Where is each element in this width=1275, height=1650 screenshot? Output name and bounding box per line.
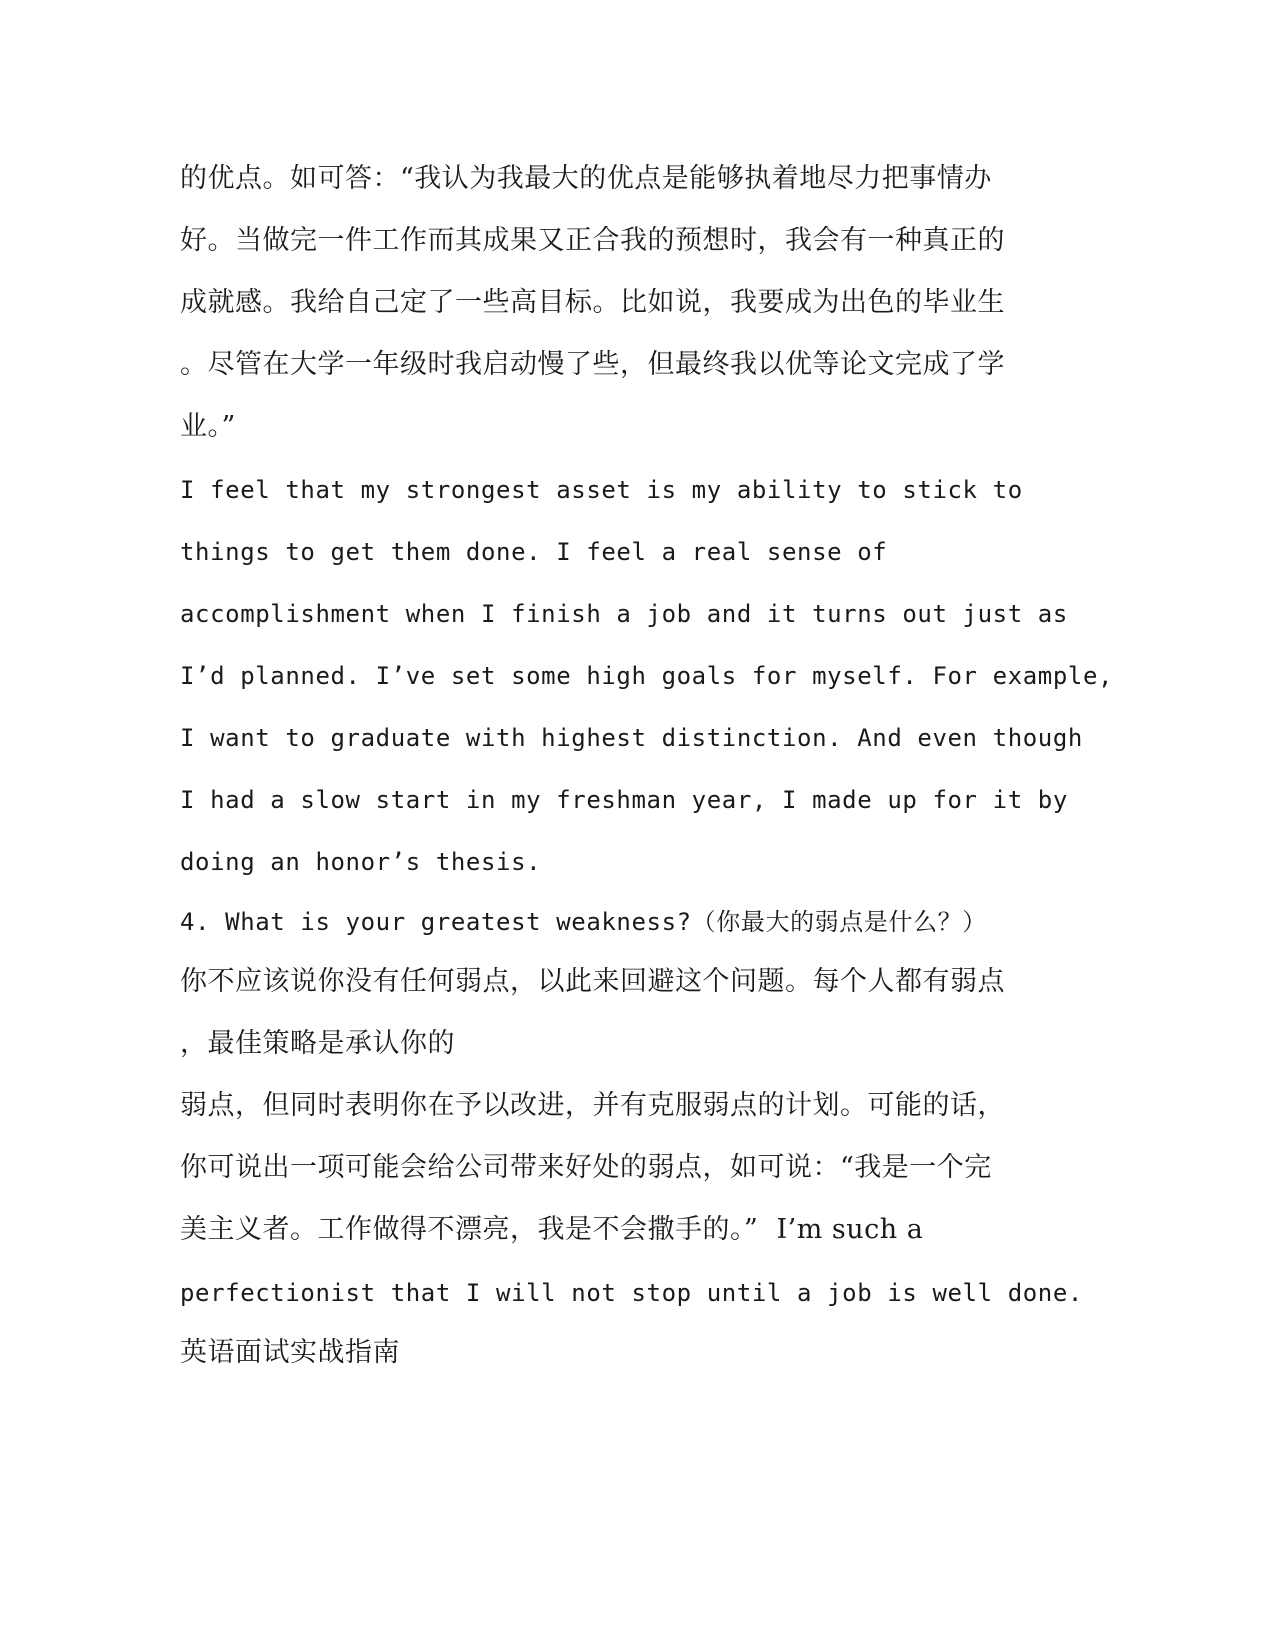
paragraph-line-5: 业。” [180,411,236,442]
weakness-paragraph-line-5: 美主义者。工作做得不漂亮，我是不会撒手的。” I’m such a [180,1214,924,1245]
paragraph-line-3: 成就感。我给自己定了一些高目标。比如说，我要成为出色的毕业生 [180,287,1005,318]
weakness-english-line: perfectionist that I will not stop until a job is well done. [180,1279,1083,1307]
weakness-paragraph-line-2: ，最佳策略是承认你的 [180,1028,455,1059]
paragraph-line-4: 。尽管在大学一年级时我启动慢了些，但最终我以优等论文完成了学 [180,349,1005,380]
english-answer-line-7: doing an honor’s thesis. [180,848,542,876]
question-heading-4: 4. What is your greatest weakness?（你最大的弱点是什么？） [180,908,987,936]
paragraph-line-1: 的优点。如可答：“我认为我最大的优点是能够执着地尽力把事情办 [180,163,992,194]
weakness-paragraph-line-3: 弱点，但同时表明你在予以改进，并有克服弱点的计划。可能的话， [180,1090,1005,1121]
english-answer-line-3: accomplishment when I finish a job and it turns out just as [180,600,1068,628]
weakness-paragraph-line-1: 你不应该说你没有任何弱点，以此来回避这个问题。每个人都有弱点 [180,966,1005,997]
english-answer-line-2: things to get them done. I feel a real sense of [180,538,888,566]
paragraph-line-2: 好。当做完一件工作而其成果又正合我的预想时，我会有一种真正的 [180,225,1005,256]
english-answer-line-4: I’d planned. I’ve set some high goals for myself. For example, [180,662,1114,690]
weakness-paragraph-line-4: 你可说出一项可能会给公司带来好处的弱点，如可说：“我是一个完 [180,1152,992,1183]
document-footer-title: 英语面试实战指南 [180,1337,400,1368]
english-answer-line-6: I had a slow start in my freshman year, I made up for it by [180,786,1068,814]
english-answer-line-1: I feel that my strongest asset is my ability to stick to [180,476,1023,504]
english-answer-line-5: I want to graduate with highest distinction. And even though [180,724,1083,752]
